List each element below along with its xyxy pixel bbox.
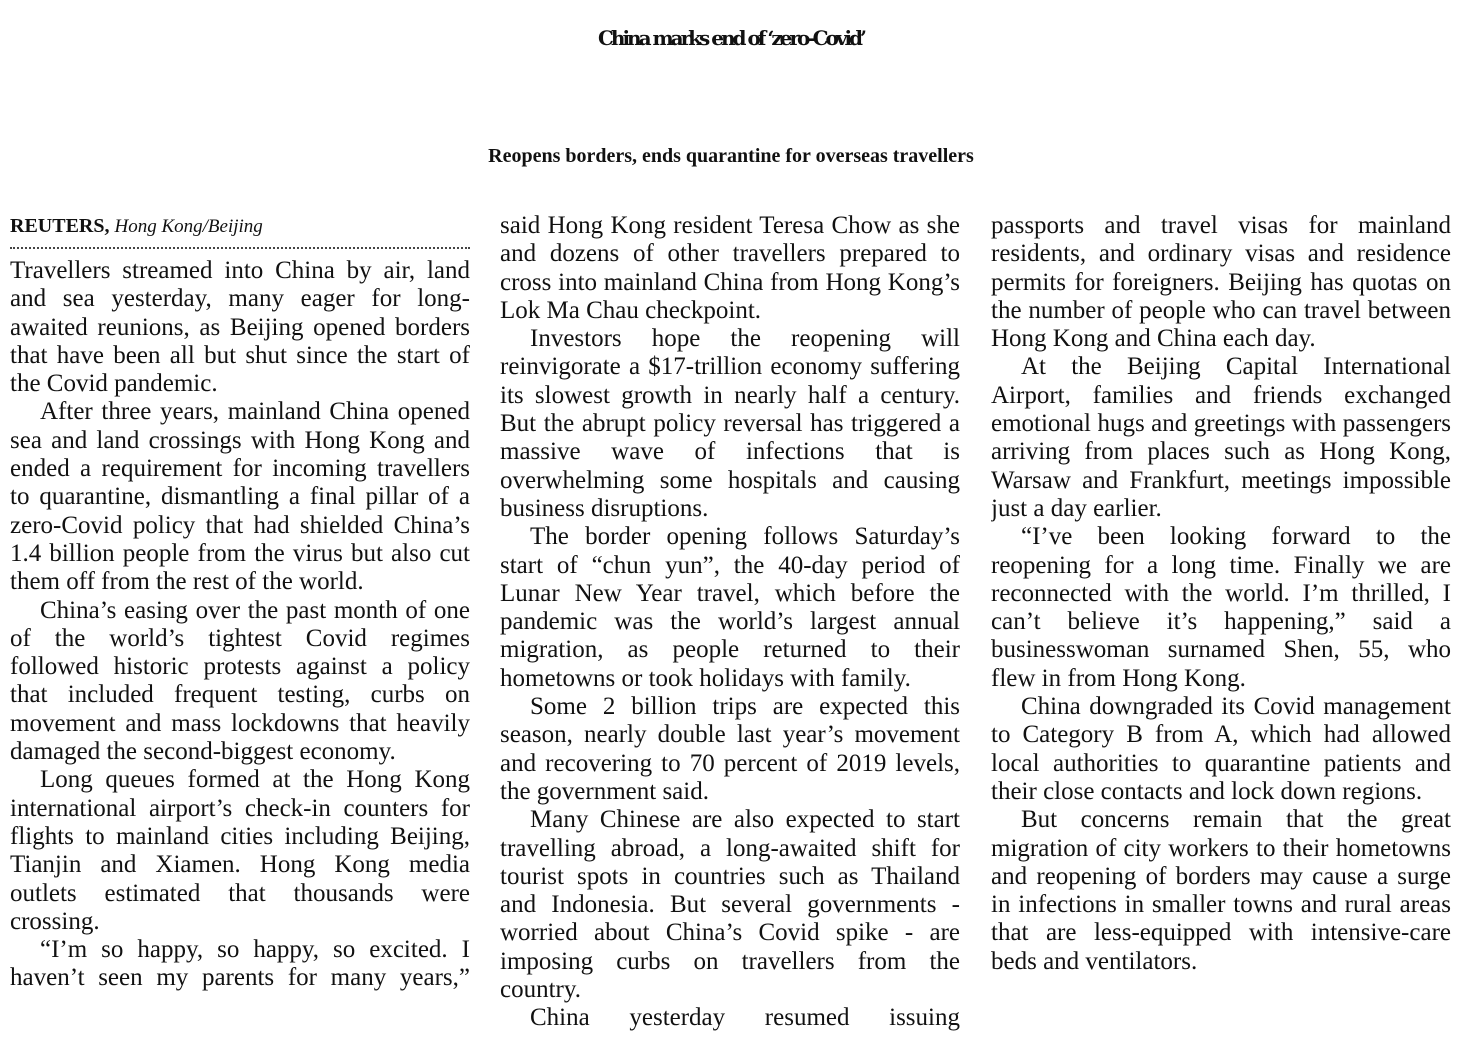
paragraph: But concerns remain that the great migration of city workers to their hometowns and reopening of borders may cause a surge in infections in smaller towns and rural areas that are less-equipped with intensive-care beds and ventilators. bbox=[991, 806, 1451, 975]
byline bbox=[10, 212, 470, 249]
subheadline: Reopens borders, ends quarantine for overseas travellers bbox=[488, 145, 974, 167]
article-column-1 bbox=[10, 212, 470, 1042]
paragraph: Travellers streamed into China by air, land and sea yesterday, many eager for long-awaited reunions, as Beijing opened borders that have been all but shut since the start of the Covid pandemic. bbox=[10, 257, 470, 398]
byline-agency: REUTERS, bbox=[10, 215, 110, 237]
paragraph: Some 2 billion trips are expected this season, nearly double last year’s movement and recovering to 70 percent of 2019 levels, the government said. bbox=[500, 693, 960, 805]
paragraph: Long queues formed at the Hong Kong international airport’s check-in counters for flights to mainland cities including Beijing, Tianjin and Xiamen. Hong Kong media outlets estimated that thousands were crossing. bbox=[10, 766, 470, 935]
paragraph: said Hong Kong resident Teresa Chow as she and dozens of other travellers prepared to cross into mainland China from Hong Kong’s Lok Ma Chau checkpoint. bbox=[500, 212, 960, 324]
paragraph: Many Chinese are also expected to start travelling abroad, a long-awaited shift for tourist spots in countries such as Thailand and Indonesia. But several governments - worried about China’s Covid spike - are imposing curbs on travellers from the country. bbox=[500, 806, 960, 1004]
paragraph: The border opening follows Saturday’s start of “chun yun”, the 40-day period of Lunar New Year travel, which before the pandemic was the world’s largest annual migration, as people returned to their hometowns or took holidays with family. bbox=[500, 523, 960, 692]
paragraph: “I’m so happy, so happy, so excited. I haven’t seen my parents for many years,” bbox=[10, 936, 470, 992]
paragraph: At the Beijing Capital International Airport, families and friends exchanged emotional hugs and greetings with passengers arriving from places such as Hong Kong, Warsaw and Frankfurt, meetings impossible just a day earlier. bbox=[991, 353, 1451, 522]
byline-location: Hong Kong/Beijing bbox=[114, 216, 263, 237]
article-column-3 bbox=[991, 212, 1451, 1042]
paragraph: passports and travel visas for mainland residents, and ordinary visas and residence permits for foreigners. Beijing has quotas on the number of people who can travel between Hong Kong and China each day. bbox=[991, 212, 1451, 353]
paragraph: China downgraded its Covid management to Category B from A, which had allowed local authorities to quarantine patients and their close contacts and lock down regions. bbox=[991, 693, 1451, 805]
paragraph: After three years, mainland China opened sea and land crossings with Hong Kong and ended a requirement for incoming travellers to quarantine, dismantling a final pillar of a zero-Covid policy that had shielded China’s 1.4 billion people from the virus but also cut them off from the rest of the world. bbox=[10, 398, 470, 596]
headline: China marks end of ‘zero-Covid’ bbox=[597, 26, 865, 50]
paragraph: China yesterday resumed issuing bbox=[530, 1004, 960, 1032]
paragraph: Investors hope the reopening will reinvigorate a $17-trillion economy suffering its slowest growth in nearly half a century. But the abrupt policy reversal has triggered a massive wave of infections that is overwhelming some hospitals and causing business disruptions. bbox=[500, 325, 960, 522]
paragraph: China’s easing over the past month of one of the world’s tightest Covid regimes followed historic protests against a policy that included frequent testing, curbs on movement and mass lockdowns that heavily damaged the second-biggest economy. bbox=[10, 596, 470, 766]
article-column-2 bbox=[500, 212, 960, 1042]
paragraph: “I’ve been looking forward to the reopening for a long time. Finally we are reconnected with the world. I’m thrilled, I can’t believe it’s happening,” said a businesswoman surnamed Shen, 55, who flew in from Hong Kong. bbox=[991, 523, 1451, 692]
